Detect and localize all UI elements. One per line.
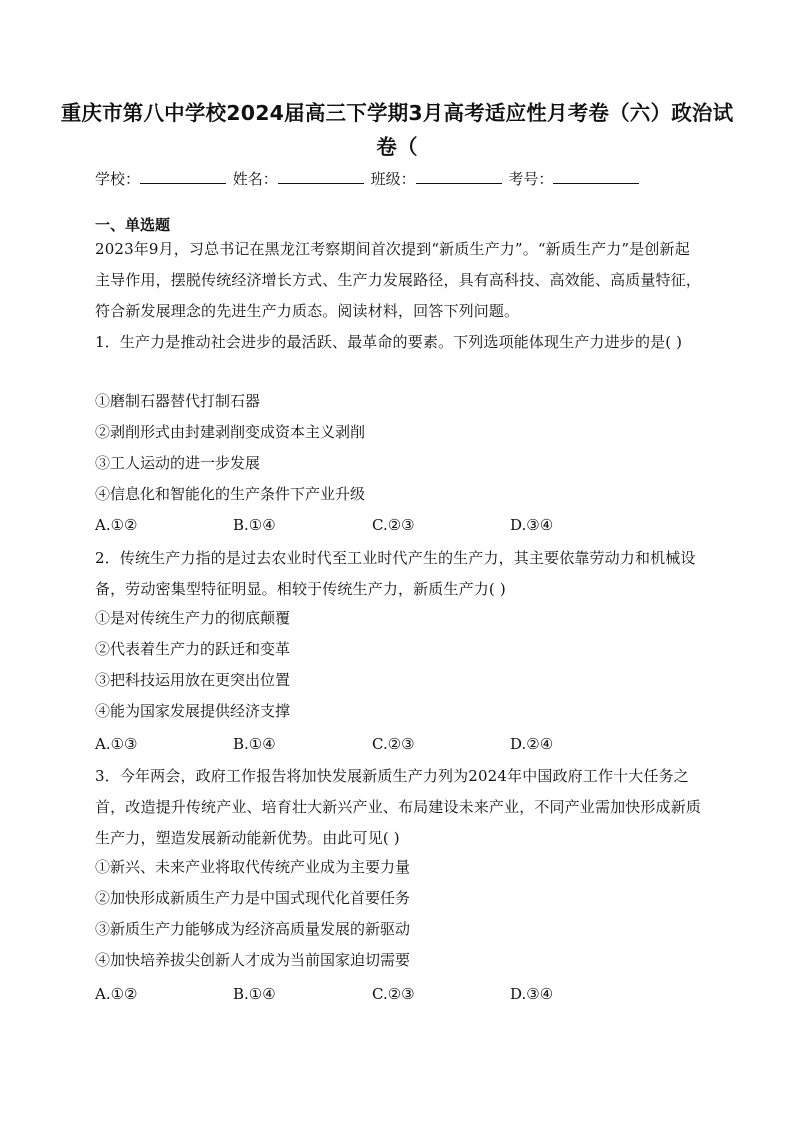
question-3-item-2: ②加快形成新质生产力是中国式现代化首要任务 — [95, 889, 411, 907]
school-blank[interactable] — [140, 169, 226, 184]
question-2-option-d[interactable]: D.②④ — [510, 735, 554, 753]
question-2-option-b[interactable]: B.①④ — [233, 735, 276, 753]
section-heading: 一、单选题 — [95, 216, 171, 234]
question-1-option-d[interactable]: D.③④ — [510, 516, 554, 534]
question-1-option-b[interactable]: B.①④ — [233, 516, 276, 534]
question-2-stem: 2．传统生产力指的是过去农业时代至工业时代产生的生产力，其主要依靠劳动力和机械设备，劳动密集型特征明显。相较于传统生产力，新质生产力( ) — [95, 549, 696, 598]
question-2-item-2: ②代表着生产力的跃迁和变革 — [95, 640, 291, 658]
question-1-option-a[interactable]: A.①② — [95, 516, 138, 534]
name-label: 姓名： — [232, 170, 278, 188]
question-3-item-1: ①新兴、未来产业将取代传统产业成为主要力量 — [95, 858, 411, 876]
question-2-option-c[interactable]: C.②③ — [372, 735, 415, 753]
question-1-stem: 1．生产力是推动社会进步的最活跃、最革命的要素。下列选项能体现生产力进步的是( ) — [95, 333, 683, 351]
name-blank[interactable] — [278, 169, 364, 184]
question-2-option-a[interactable]: A.①③ — [95, 735, 138, 753]
class-blank[interactable] — [416, 169, 502, 184]
question-3-item-3: ③新质生产力能够成为经济高质量发展的新驱动 — [95, 920, 411, 938]
student-info-line — [95, 168, 715, 190]
question-2-item-4: ④能为国家发展提供经济支撑 — [95, 702, 291, 720]
question-3-option-c[interactable]: C.②③ — [372, 985, 415, 1003]
exam-title: 重庆市第八中学校2024届高三下学期3月高考适应性月考卷（六）政治试卷（ — [60, 101, 734, 159]
question-3-option-d[interactable]: D.③④ — [510, 985, 554, 1003]
school-label: 学校： — [95, 170, 141, 188]
question-3-option-b[interactable]: B.①④ — [233, 985, 276, 1003]
question-3-stem: 3．今年两会，政府工作报告将加快发展新质生产力列为2024年中国政府工作十大任务之首，改造提升传统产业、培育壮大新兴产业、布局建设未来产业，不同产业需加快形成新质生产力，塑造发展新动能新优势。由此可见( ) — [95, 767, 702, 847]
question-1-item-4: ④信息化和智能化的生产条件下产业升级 — [95, 485, 366, 503]
question-3-option-a[interactable]: A.①② — [95, 985, 138, 1003]
class-label: 班级： — [370, 170, 416, 188]
question-1-item-1: ①磨制石器替代打制石器 — [95, 392, 261, 410]
question-3-item-4: ④加快培养拔尖创新人才成为当前国家迫切需要 — [95, 951, 411, 969]
question-1-item-3: ③工人运动的进一步发展 — [95, 454, 261, 472]
question-2-item-1: ①是对传统生产力的彻底颠覆 — [95, 609, 291, 627]
question-2-item-3: ③把科技运用放在更突出位置 — [95, 671, 291, 689]
exam-number-blank[interactable] — [553, 169, 639, 184]
material-paragraph: 2023年9月，习总书记在黑龙江考察期间首次提到“新质生产力”。“新质生产力”是创新起主导作用，摆脱传统经济增长方式、生产力发展路径，具有高科技、高效能、高质量特征，符合新发展理念的先进生产力质态。阅读材料，回答下列问题。 — [95, 240, 702, 320]
question-1-option-c[interactable]: C.②③ — [372, 516, 415, 534]
question-1-item-2: ②剥削形式由封建剥削变成资本主义剥削 — [95, 423, 366, 441]
exam-number-label: 考号： — [508, 170, 554, 188]
